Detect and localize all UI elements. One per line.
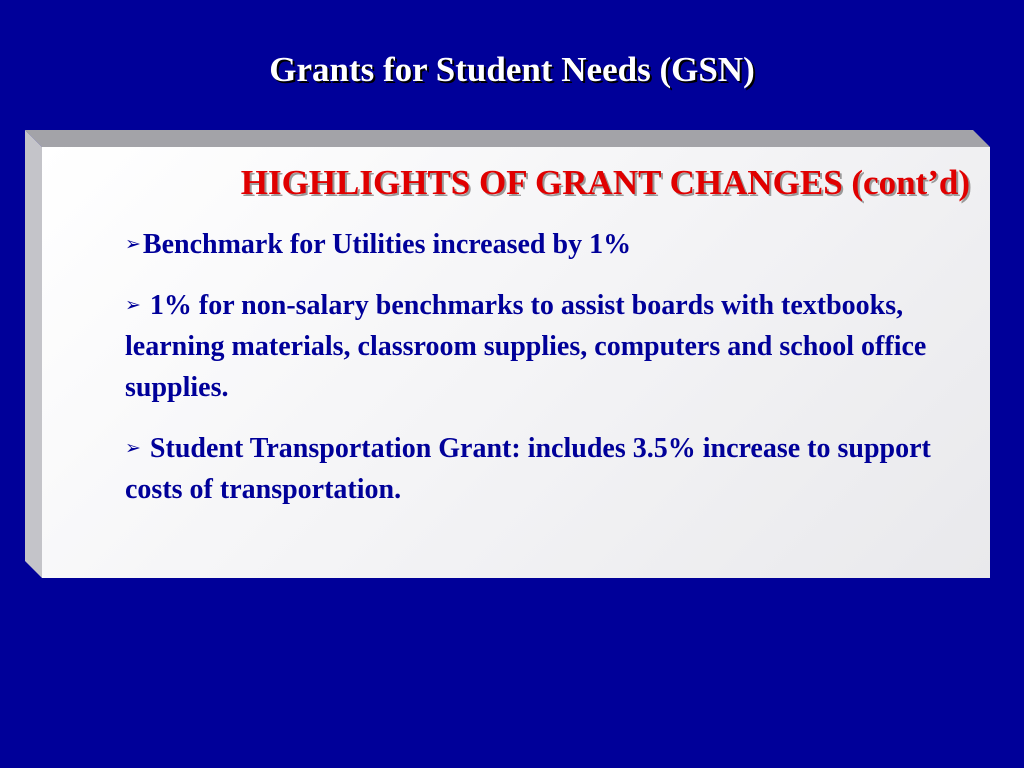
arrow-right-icon: ➢ bbox=[125, 437, 141, 459]
arrow-right-icon: ➢ bbox=[125, 233, 141, 255]
bullet-text: Benchmark for Utilities increased by 1% bbox=[142, 229, 632, 260]
bullet-text: 1% for non-salary benchmarks to assist boards with textbooks, learning materials, classroom supplies, computers and school office supplies. bbox=[125, 290, 927, 403]
panel-heading: HIGHLIGHTS OF GRANT CHANGES (cont’d) bbox=[240, 163, 970, 202]
panel-bevel-top bbox=[25, 130, 990, 147]
slide-title: Grants for Student Needs (GSN) bbox=[269, 50, 755, 89]
arrow-right-icon: ➢ bbox=[125, 294, 141, 316]
bullet-text: Student Transportation Grant: includes 3.5% increase to support costs of transportation. bbox=[125, 433, 931, 505]
bullet-utilities bbox=[125, 224, 965, 265]
bullet-transportation bbox=[125, 428, 965, 510]
bullet-non-salary bbox=[125, 285, 965, 408]
